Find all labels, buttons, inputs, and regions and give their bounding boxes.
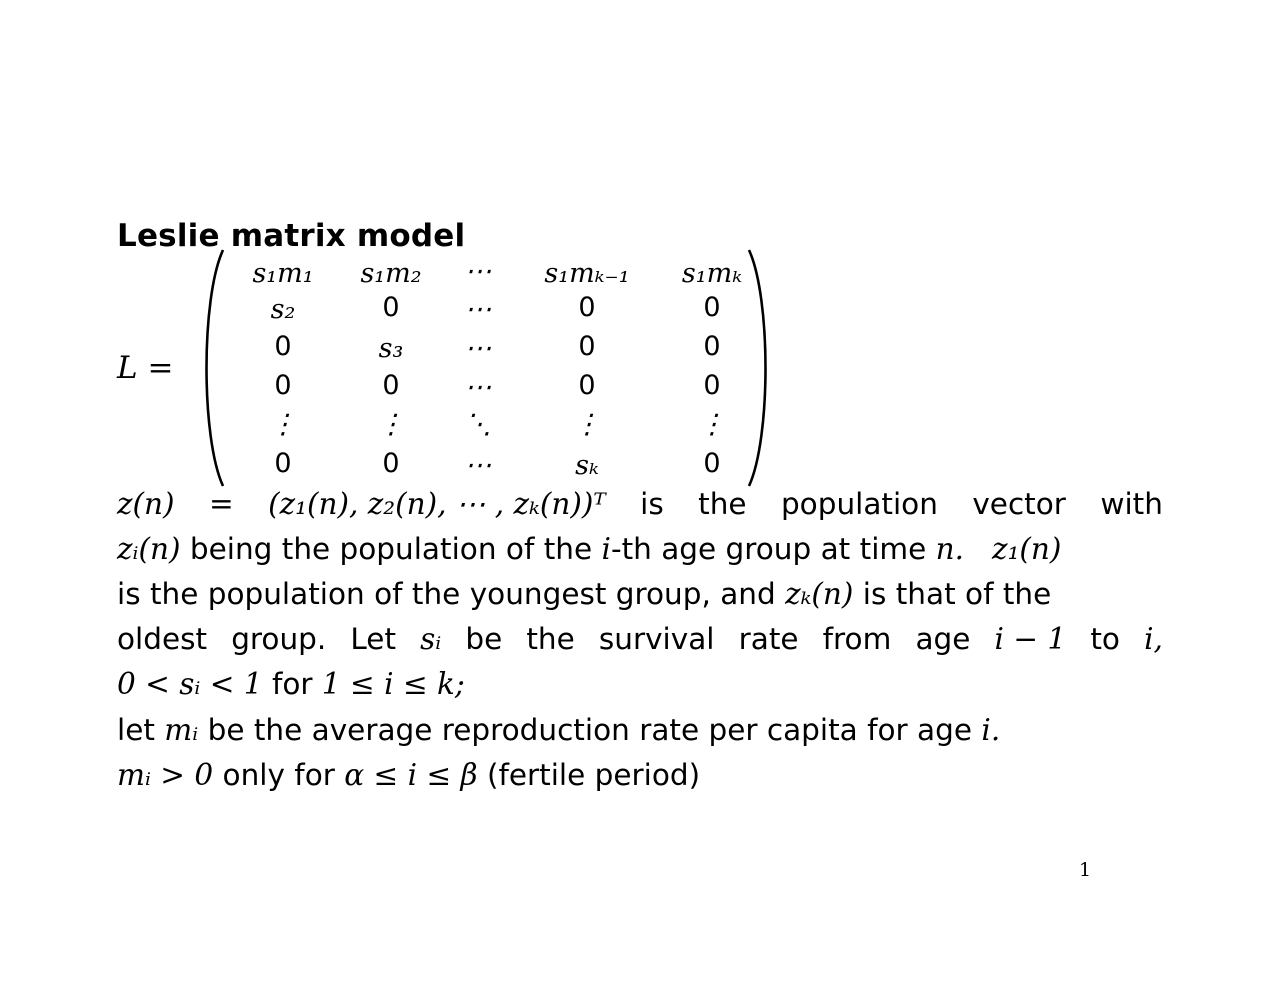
math-i: i bbox=[601, 532, 611, 566]
math-si-bounds: 0 < sᵢ < 1 bbox=[117, 667, 263, 701]
matrix-cell: 0 bbox=[382, 448, 400, 479]
matrix-cell: ⋯ bbox=[464, 294, 492, 325]
matrix-cell: ⋱ bbox=[464, 409, 492, 440]
matrix-cell: s₂ bbox=[270, 294, 296, 325]
paragraph-line-1 bbox=[117, 487, 1163, 522]
math-population-vector: (z₁(n), z₂(n), ⋯ , zₖ(n))ᵀ bbox=[268, 487, 606, 521]
paragraph-line-7 bbox=[117, 758, 1163, 793]
matrix-cell: ⋮ bbox=[698, 409, 726, 440]
paragraph-line-4 bbox=[117, 622, 1163, 657]
math-i-range: 1 ≤ i ≤ k; bbox=[321, 667, 465, 701]
text-run: only for bbox=[213, 758, 345, 792]
text-run: be the average reproduction rate per capita for age bbox=[198, 713, 982, 747]
word: Let bbox=[350, 622, 397, 656]
math-mi-positive: mᵢ > 0 bbox=[117, 758, 214, 792]
text-run: for bbox=[262, 667, 322, 701]
matrix-cell: ⋯ bbox=[464, 450, 492, 481]
matrix-cell: sₖ bbox=[575, 450, 599, 481]
matrix-cell: 0 bbox=[274, 448, 292, 479]
word: to bbox=[1090, 622, 1120, 656]
paragraph-line-3 bbox=[117, 577, 1163, 612]
text-run: is that of the bbox=[853, 577, 1052, 611]
math-i: i. bbox=[981, 713, 1001, 747]
math-z1-of-n: z₁(n) bbox=[992, 532, 1062, 566]
word: age bbox=[915, 622, 971, 656]
word: be bbox=[465, 622, 503, 656]
matrix-cell: ⋯ bbox=[464, 333, 492, 364]
text-run: being the population of the bbox=[180, 532, 602, 566]
math-si: sᵢ bbox=[420, 622, 442, 656]
matrix-cell: ⋯ bbox=[464, 372, 492, 403]
equals-sign: = bbox=[208, 487, 234, 521]
matrix-cell: 0 bbox=[703, 448, 721, 479]
page-number: 1 bbox=[1079, 859, 1092, 881]
word: with bbox=[1100, 487, 1163, 521]
word: group. bbox=[231, 622, 327, 656]
matrix-cell: ⋯ bbox=[464, 256, 492, 287]
math-mi: mᵢ bbox=[164, 713, 199, 747]
math-fertile-range: α ≤ i ≤ β bbox=[344, 758, 478, 792]
slide-title: Leslie matrix model bbox=[117, 218, 466, 254]
text-run: is the population of the youngest group, and bbox=[117, 577, 786, 611]
math-n: n. bbox=[935, 532, 965, 566]
matrix-cell: 0 bbox=[382, 370, 400, 401]
math-zk-of-n: zₖ(n) bbox=[785, 577, 854, 611]
math-i: i, bbox=[1144, 622, 1163, 656]
matrix-cell: ⋮ bbox=[269, 409, 297, 440]
paragraph-line-5 bbox=[117, 667, 1163, 702]
matrix-cell: s₁mₖ bbox=[681, 258, 743, 289]
leslie-matrix-equation bbox=[117, 248, 797, 490]
text-run: (fertile period) bbox=[477, 758, 701, 792]
word: the bbox=[698, 487, 747, 521]
word: population bbox=[780, 487, 938, 521]
matrix-cell: s₁m₂ bbox=[360, 258, 422, 289]
matrix-cell: 0 bbox=[274, 370, 292, 401]
text-run: -th age group at time bbox=[610, 532, 936, 566]
word: is bbox=[640, 487, 664, 521]
matrix-cell: 0 bbox=[578, 331, 596, 362]
math-zi-of-n: zᵢ(n) bbox=[117, 532, 181, 566]
matrix-cell: 0 bbox=[703, 370, 721, 401]
matrix-body bbox=[217, 248, 747, 488]
word: survival bbox=[598, 622, 715, 656]
matrix-cell: 0 bbox=[578, 370, 596, 401]
word: vector bbox=[972, 487, 1066, 521]
matrix-cell: ⋮ bbox=[573, 409, 601, 440]
matrix-cell: s₁m₁ bbox=[252, 258, 314, 289]
word: from bbox=[822, 622, 892, 656]
word: oldest bbox=[117, 622, 208, 656]
text-run: let bbox=[117, 713, 165, 747]
matrix-cell: 0 bbox=[578, 292, 596, 323]
paragraph-line-6 bbox=[117, 713, 1163, 748]
matrix-cell: 0 bbox=[382, 292, 400, 323]
matrix-cell: ⋮ bbox=[377, 409, 405, 440]
matrix-cell: s₃ bbox=[378, 333, 404, 364]
matrix-cell: 0 bbox=[274, 331, 292, 362]
word: rate bbox=[738, 622, 799, 656]
matrix-cell: 0 bbox=[703, 331, 721, 362]
paragraph-line-2 bbox=[117, 532, 1163, 567]
word: the bbox=[526, 622, 575, 656]
math-i-minus-1: i − 1 bbox=[994, 622, 1067, 656]
matrix-cell: s₁mₖ₋₁ bbox=[544, 258, 630, 289]
right-parenthesis bbox=[745, 248, 775, 488]
equation-lhs: L = bbox=[117, 350, 174, 386]
matrix-cell: 0 bbox=[703, 292, 721, 323]
math-z-of-n: z(n) bbox=[117, 487, 175, 521]
